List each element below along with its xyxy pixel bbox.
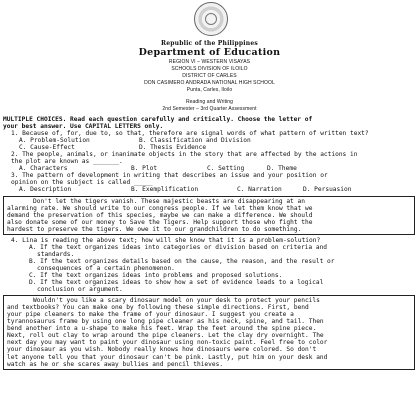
dinosaur-passage-line: your pipe cleaners to make the frame of your dinosaur. I suggest you create a [7, 311, 294, 319]
q1-option-c: C. Cause-Effect [19, 144, 75, 152]
instructions-line-1: MULTIPLE CHOICES. Read each question carefully and critically. Choose the letter of [3, 116, 313, 123]
subject-line: Reading and Writing [185, 99, 234, 105]
term-line: 2nd Semester – 3rd Quarter Assessment [162, 106, 257, 112]
region-line: REGION VI – WESTERN VISAYAS [168, 59, 251, 65]
deped-seal-icon [194, 2, 228, 36]
q4-option-b: B. If the text organizes details based on the cause, the reason, and the result or [29, 257, 335, 265]
dinosaur-passage-line: let anyone tell you that your dinosaur can't be pink. Lastly, put him on your desk and [7, 353, 328, 361]
question-3-options [3, 186, 415, 193]
q3-option-c: C. Narration [237, 186, 282, 194]
tiger-passage-box [3, 196, 415, 235]
q3-option-d: D. Persuasion [303, 186, 352, 194]
dinosaur-passage-line: and textbooks? You can make one by following these simple directions. First, bend [7, 304, 309, 312]
question-2-stem-2: the plot are known as _______. [11, 158, 123, 166]
dinosaur-passage-line: Next, roll out clay to wrap around the pipe cleaners. Let the clay dry overnight. The [7, 332, 324, 340]
q2-option-b: B. Plot [131, 165, 158, 173]
dinosaur-passage-line: next day you may want to paint your dinosaur using non-toxic paint. Feel free to color [7, 339, 328, 347]
question-3-stem-1: 3. The pattern of development in writing that describes an issue and your position or [11, 172, 328, 180]
question-1-stem: 1. Because of, for, due to, so that, therefore are signal words of what pattern of written text? [11, 130, 369, 138]
dinosaur-passage-line: your dinosaur as you wish. Nobody really knows how dinosaurs were colored. So don't [7, 346, 317, 354]
question-3-stem-2: opinion on the subject is called _____ [11, 179, 153, 187]
district-line: DISTRICT OF CARLES [182, 73, 237, 79]
tiger-passage-line: hardest to preserve the tigers. We owe it to our grandchildren to do something. [7, 225, 302, 233]
q4-option-a-cont: standards. [37, 250, 75, 258]
dinosaur-passage-line: watch as he or she scares away bullies and pencil thieves. [7, 360, 224, 368]
question-2-stem-1: 2. The people, animals, or inanimate objects in the story that are affected by the actions in [11, 151, 358, 159]
q4-option-b-cont: consequences of a certain phenomenon. [37, 264, 175, 272]
dinosaur-passage-line: tyrannosaurus frame by using one long pipe cleaner as his neck, spine, and tail. Then [7, 318, 324, 326]
q1-option-d: D. Thesis Evidence [139, 144, 207, 152]
instructions-line-2: your best answer. Use CAPITAL LETTERS only. [3, 123, 164, 131]
division-line: SCHOOLS DIVISION OF ILOILO [171, 66, 248, 72]
dinosaur-passage-line: bend another into a u-shape to make his feet. Wrap the feet around the spine piece. [7, 325, 317, 333]
tiger-passage-line: demand the preservation of this species, maybe we can make a difference. We should [7, 211, 313, 219]
q4-option-c: C. If the text organizes ideas into problems and proposed solutions. [29, 271, 283, 279]
tiger-passage-line: alarming rate. We should write to our congress people. If we let them know that we [7, 204, 313, 212]
address-line: Punta, Carles, Iloilo [186, 87, 233, 93]
question-4-stem: 4. Lina is reading the above text; how will she know that it is a problem-solution? [11, 236, 321, 244]
q3-option-a: A. Description [19, 186, 72, 194]
assessment-body [3, 116, 415, 372]
q2-option-a: A. Characters [19, 165, 68, 173]
dinosaur-passage-box [3, 295, 415, 369]
tiger-passage-line: also donate some of our money to Save the Tigers. Help support those who fight the [7, 218, 313, 226]
q1-option-b: B. Classification and Division [139, 137, 251, 145]
department-title: Department of Education [138, 47, 281, 58]
question-1-options-row-2 [3, 144, 415, 151]
q4-option-a: A. If the text organizes ideas into categories or division based on criteria and [29, 243, 328, 251]
school-line: DON CASIMERO ANDRADA NATIONAL HIGH SCHOOL [144, 80, 275, 86]
dinosaur-passage-line: Wouldn't you like a scary dinosaur model on your desk to protect your pencils [33, 297, 320, 305]
q4-option-d: D. If the text organizes ideas to show how a set of evidence leads to a logical [29, 279, 324, 287]
q4-option-d-cont: conclusion or argument. [37, 286, 123, 294]
tiger-passage-line: Don't let the tigers vanish. These majestic beasts are disappearing at an [33, 197, 305, 205]
question-1-options-row-1 [3, 137, 415, 144]
q3-option-b: B. Exemplification [131, 186, 199, 194]
q2-option-c: C. Setting [207, 165, 245, 173]
q1-option-a: A. Problem-Solution [19, 137, 90, 145]
question-2-options [3, 165, 415, 172]
q2-option-d: D. Theme [267, 165, 297, 173]
republic-line: Republic of the Philippines [161, 40, 258, 47]
